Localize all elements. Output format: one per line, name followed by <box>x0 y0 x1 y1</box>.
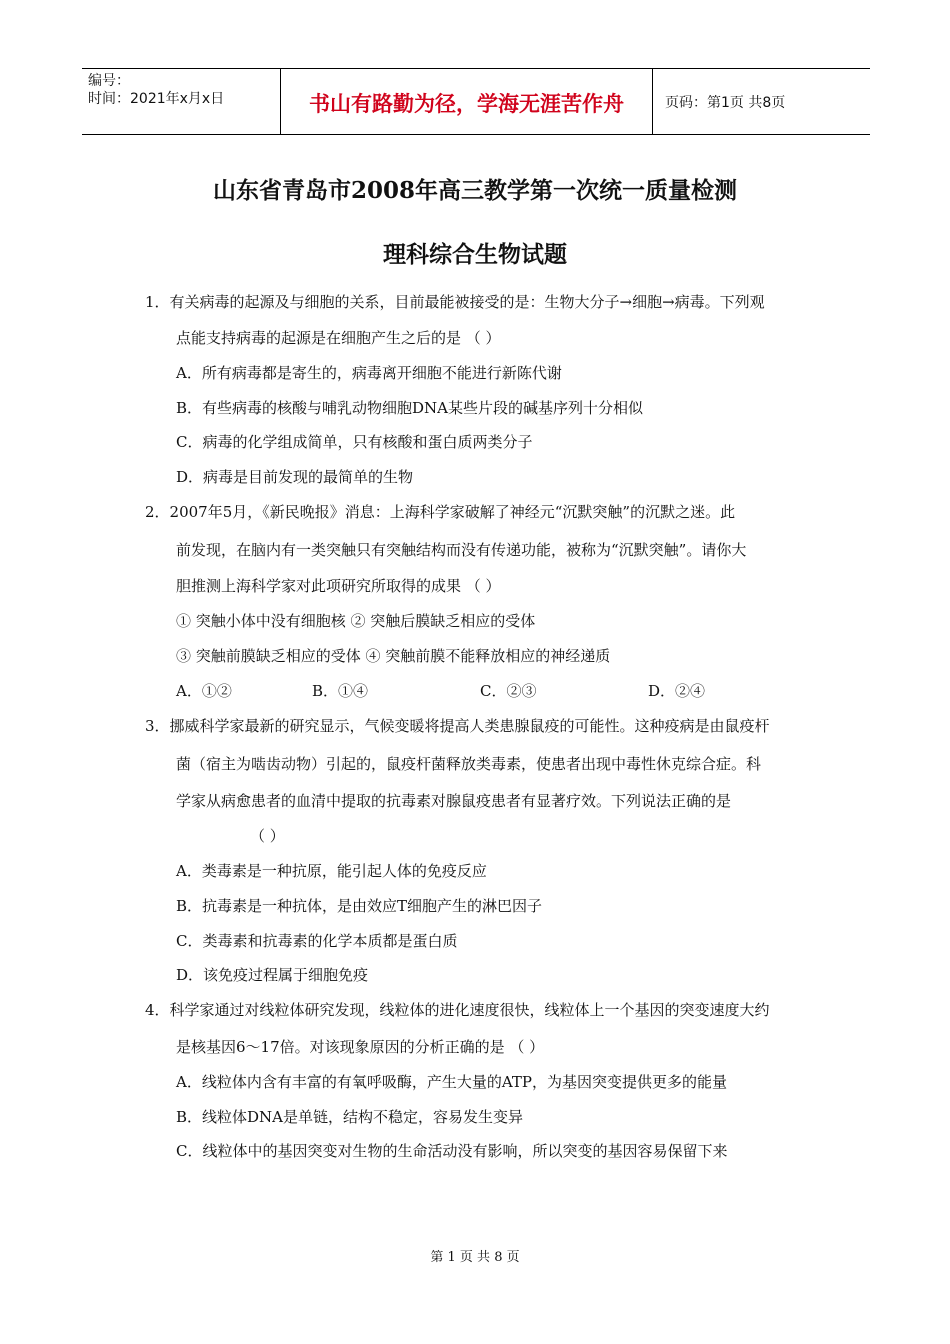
question-2-option-d: D．②④ <box>648 682 706 700</box>
question-3-option-c: C．类毒素和抗毒素的化学本质都是蛋白质 <box>176 932 458 950</box>
question-1-option-d: D．病毒是目前发现的最简单的生物 <box>176 468 414 486</box>
question-3-line-2: 菌（宿主为啮齿动物）引起的，鼠疫杆菌释放类毒素，使患者出现中毒性休克综合症。科 <box>176 755 762 773</box>
header-meta <box>82 69 281 134</box>
question-2-option-a: A．①② <box>176 682 232 700</box>
question-4-line-1: 4．科学家通过对线粒体研究发现，线粒体的进化速度很快，线粒体上一个基因的突变速度大约 <box>145 1001 770 1019</box>
document-title: 山东省青岛市2008年高三教学第一次统一质量检测 <box>212 177 737 204</box>
question-3-option-a: A．类毒素是一种抗原，能引起人体的免疫反应 <box>176 862 487 880</box>
question-2-option-b: B．①④ <box>312 682 369 700</box>
question-1-line-2: 点能支持病毒的起源是在细胞产生之后的是 （ ） <box>176 329 501 347</box>
header-page-info: 页码：第1页 共8页 <box>665 94 786 111</box>
question-4-option-c: C．线粒体中的基因突变对生物的生命活动没有影响，所以突变的基因容易保留下来 <box>176 1142 728 1160</box>
question-4-option-b: B．线粒体DNA是单链，结构不稳定，容易发生变异 <box>176 1108 524 1126</box>
document-subtitle: 理科综合生物试题 <box>383 241 567 268</box>
header-motto: 书山有路勤为径，学海无涯苦作舟 <box>281 69 653 134</box>
time-label: 时间：2021年x月x日 <box>88 91 225 107</box>
question-2-statement-1: ① 突触小体中没有细胞核 ② 突触后膜缺乏相应的受体 <box>176 612 536 630</box>
question-3-option-b: B．抗毒素是一种抗体，是由效应T细胞产生的淋巴因子 <box>176 897 543 915</box>
question-2-line-3: 胆推测上海科学家对此项研究所取得的成果 （ ） <box>176 577 501 595</box>
question-3-line-3: 学家从病愈患者的血清中提取的抗毒素对腺鼠疫患者有显著疗效。下列说法正确的是 <box>176 792 732 810</box>
serial-label: 编号： <box>88 73 130 89</box>
page-header <box>82 68 870 135</box>
question-2-line-1: 2．2007年5月，《新民晚报》消息：上海科学家破解了神经元“沉默突触”的沉默之迷。此 <box>145 503 736 521</box>
question-4-line-2: 是核基因6～17倍。对该现象原因的分析正确的是 （ ） <box>176 1038 545 1056</box>
page-footer: 第 1 页 共 8 页 <box>430 1250 520 1265</box>
question-1-option-c: C．病毒的化学组成简单，只有核酸和蛋白质两类分子 <box>176 433 533 451</box>
question-3-option-d: D．该免疫过程属于细胞免疫 <box>176 966 369 984</box>
question-3-answer-bracket: （ ） <box>250 827 285 845</box>
question-1-option-a: A．所有病毒都是寄生的，病毒离开细胞不能进行新陈代谢 <box>176 364 562 382</box>
question-2-line-2: 前发现，在脑内有一类突触只有突触结构而没有传递功能，被称为“沉默突触”。请你大 <box>176 541 747 559</box>
question-2-option-c: C．②③ <box>480 682 537 700</box>
question-2-statement-2: ③ 突触前膜缺乏相应的受体 ④ 突触前膜不能释放相应的神经递质 <box>176 647 611 665</box>
question-1-option-b: B．有些病毒的核酸与哺乳动物细胞DNA某些片段的碱基序列十分相似 <box>176 399 644 417</box>
question-1-line-1: 1．有关病毒的起源及与细胞的关系，目前最能被接受的是：生物大分子→细胞→病毒。下列观 <box>145 293 765 311</box>
question-4-option-a: A．线粒体内含有丰富的有氧呼吸酶，产生大量的ATP，为基因突变提供更多的能量 <box>176 1073 727 1091</box>
question-3-line-1: 3．挪威科学家最新的研究显示，气候变暖将提高人类患腺鼠疫的可能性。这种疫病是由鼠疫杆 <box>145 717 770 735</box>
